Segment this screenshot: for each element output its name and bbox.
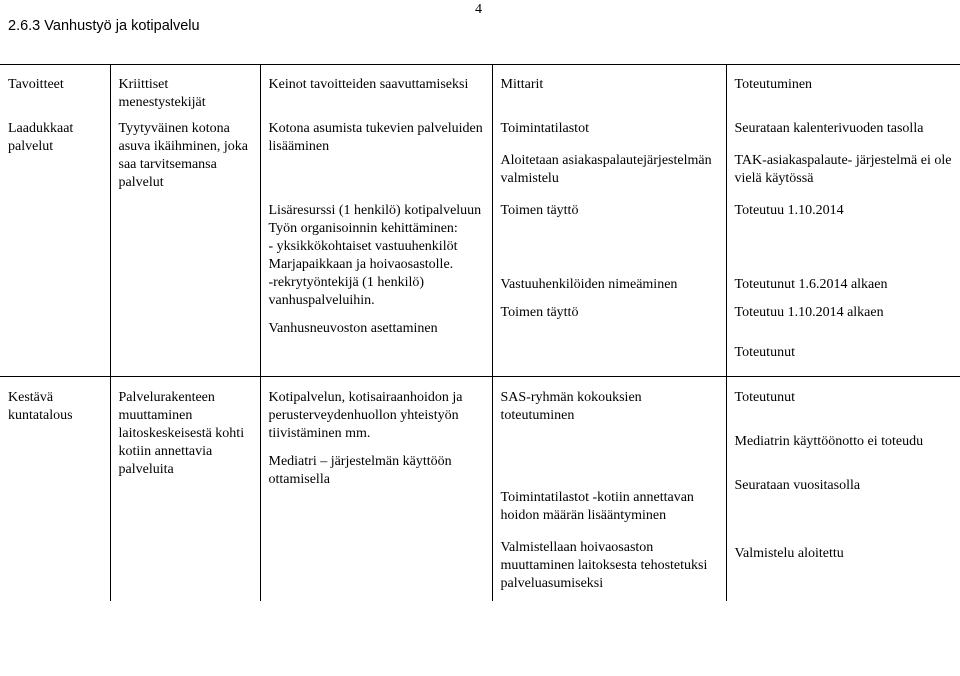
means-item: Kotipalvelun, kotisairaanhoidon ja perusterveydenhuollon yhteistyön tiivistäminen mm. xyxy=(268,390,463,441)
table-row xyxy=(0,200,960,377)
goal-cell: Kestävä kuntatalous xyxy=(8,390,73,423)
header-metrics: Mittarit xyxy=(492,65,726,121)
means-item: Lisäresurssi (1 henkilö) kotipalveluun xyxy=(268,203,482,218)
header-outcome: Toteutuminen xyxy=(726,65,960,121)
means-item: - yksikkökohtaiset vastuuhenkilöt Marjapaikkaan ja hoivaosastolle. xyxy=(268,239,458,272)
outcome-item: TAK-asiakaspalaute- järjestelmä ei ole vielä käytössä xyxy=(734,153,952,186)
means-item: Työn organisoinnin kehittäminen: xyxy=(268,221,458,236)
means-item: Vanhusneuvoston asettaminen xyxy=(268,321,438,336)
goal-cell xyxy=(0,200,110,377)
section-title: 2.6.3 Vanhustyö ja kotipalvelu xyxy=(8,18,200,34)
outcome-item: Toteutunut xyxy=(734,345,795,360)
outcome-item: Toteutuu 1.10.2014 xyxy=(734,203,844,218)
means-cell xyxy=(260,120,492,200)
outcome-cell xyxy=(726,200,960,377)
means-item: Kotona asumista tukevien palveluiden lisääminen xyxy=(268,121,483,154)
means-cell xyxy=(260,377,492,602)
metrics-cell xyxy=(492,377,726,602)
metric-item: Toimintatilastot xyxy=(500,121,589,136)
factor-cell: Palvelurakenteen muuttaminen laitoskeskeisestä kohti kotiin annettavia palveluita xyxy=(110,377,260,602)
table-header-row xyxy=(0,65,960,121)
metric-item: Valmistellaan hoivaosaston muuttaminen laitoksesta tehostetuksi palveluasumiseksi xyxy=(500,540,708,591)
outcome-item: Toteutuu 1.10.2014 alkaen xyxy=(734,305,884,320)
table-row xyxy=(0,120,960,200)
metrics-cell xyxy=(492,120,726,200)
means-item: -rekrytyöntekijä (1 henkilö) vanhuspalveluihin. xyxy=(268,275,425,308)
factor-cell: Tyytyväinen kotona asuva ikäihminen, joka saa tarvitsemansa palvelut xyxy=(110,120,260,200)
table-row xyxy=(0,377,960,602)
metric-item: SAS-ryhmän kokouksien toteutuminen xyxy=(500,390,642,423)
goal-cell: Laadukkaat palvelut xyxy=(8,121,74,154)
metric-item: Aloitetaan asiakaspalautejärjestelmän valmistelu xyxy=(500,153,712,186)
goals-table xyxy=(0,64,960,601)
outcome-item: Seurataan kalenterivuoden tasolla xyxy=(734,121,924,136)
metrics-cell xyxy=(492,200,726,377)
metric-item: Toimen täyttö xyxy=(500,203,579,218)
metric-item: Vastuuhenkilöiden nimeäminen xyxy=(500,277,678,292)
outcome-item: Toteutunut 1.6.2014 alkaen xyxy=(734,277,888,292)
outcome-item: Mediatrin käyttöönotto ei toteudu xyxy=(734,434,924,449)
page-number: 4 xyxy=(475,2,482,17)
factor-cell xyxy=(110,200,260,377)
outcome-item: Seurataan vuositasolla xyxy=(734,478,861,493)
metric-item: Toimen täyttö xyxy=(500,305,579,320)
header-critical-factors: Kriittiset menestystekijät xyxy=(110,65,260,121)
means-item: Mediatri – järjestelmän käyttöön ottamisella xyxy=(268,454,452,487)
header-means: Keinot tavoitteiden saavuttamiseksi xyxy=(260,65,492,121)
outcome-cell xyxy=(726,377,960,602)
means-cell xyxy=(260,200,492,377)
header-goals: Tavoitteet xyxy=(0,65,110,121)
outcome-item: Toteutunut xyxy=(734,390,795,405)
outcome-item: Valmistelu aloitettu xyxy=(734,546,844,561)
metric-item: Toimintatilastot -kotiin annettavan hoidon määrän lisääntyminen xyxy=(500,490,694,523)
outcome-cell xyxy=(726,120,960,200)
